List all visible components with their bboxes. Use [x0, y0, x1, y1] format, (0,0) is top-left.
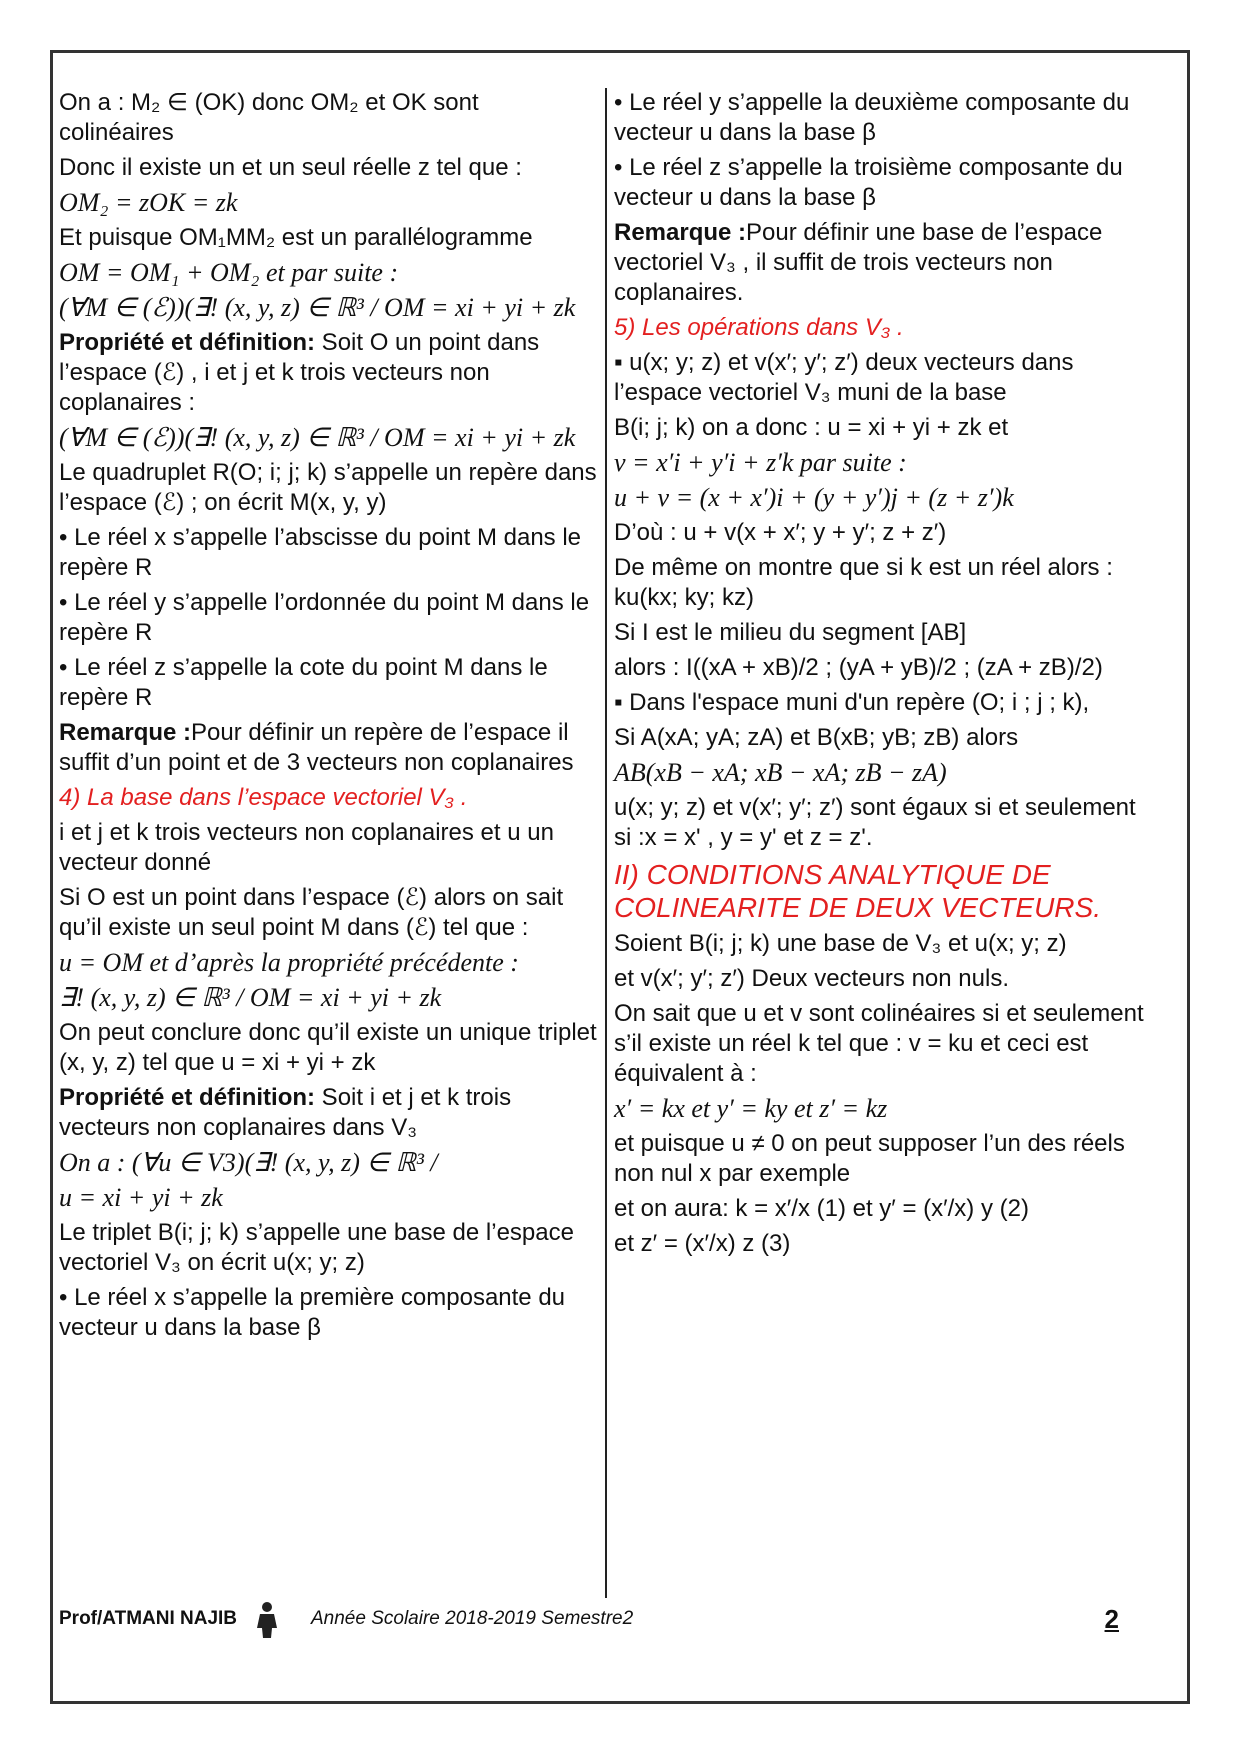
math-line: v = x′i + y′i + z′k par suite :	[614, 448, 907, 477]
page-number: 2	[1104, 1604, 1119, 1634]
definition-paragraph	[59, 718, 599, 778]
text-paragraph: • Le réel x s’appelle l’abscisse du point M dans le repère R	[59, 524, 582, 581]
definition-paragraph	[59, 328, 599, 418]
math-line: OM = OM₁ + OM₂ et par suite :	[59, 258, 399, 287]
text-paragraph: Si O est un point dans l’espace (ℰ) alors on sait qu’il existe un seul point M dans (ℰ) tel que :	[59, 884, 564, 941]
definition-label: Propriété et définition:	[59, 329, 316, 356]
definition-text: Pour définir une base de l’espace vectoriel V₃ , il suffit de trois vecteurs non coplanaires.	[614, 219, 1103, 306]
text-paragraph: et puisque u ≠ 0 on peut supposer l’un des réels non nul x par exemple	[614, 1130, 1125, 1187]
definition-label: Propriété et définition:	[59, 1084, 316, 1111]
text-paragraph: alors : I((xA + xB)/2 ; (yA + yB)/2 ; (zA + zB)/2)	[614, 654, 1103, 681]
math-line: u + v = (x + x′)i + (y + y′)j + (z + z′)k	[614, 483, 1014, 512]
section-heading: 4) La base dans l’espace vectoriel V₃ .	[59, 784, 468, 811]
section-heading: 5) Les opérations dans V₃ .	[614, 314, 904, 341]
text-paragraph: On peut conclure donc qu’il existe un unique triplet (x, y, z) tel que u = xi + yi + zk	[59, 1019, 597, 1076]
text-paragraph: • Le réel y s’appelle la deuxième composante du vecteur u dans la base β	[614, 89, 1130, 146]
author-logo-icon	[252, 1600, 282, 1640]
text-paragraph: et on aura: k = x′/x (1) et y′ = (x′/x) y (2)	[614, 1195, 1029, 1222]
definition-paragraph	[614, 218, 1154, 308]
math-line: x′ = kx et y′ = ky et z′ = kz	[614, 1094, 888, 1123]
text-paragraph: On a : M₂ ∈ (OK) donc OM₂ et OK sont colinéaires	[59, 89, 479, 146]
definition-label: Remarque :	[59, 719, 192, 746]
chapter-heading: II) CONDITIONS ANALYTIQUE DE COLINEARITE DE DEUX VECTEURS.	[614, 859, 1101, 923]
text-paragraph: ▪ Dans l'espace muni d'un repère (O; i ; j ; k),	[614, 689, 1090, 716]
school-year: Année Scolaire 2018-2019 Semestre2	[311, 1608, 634, 1629]
text-paragraph: • Le réel z s’appelle la troisième composante du vecteur u dans la base β	[614, 154, 1123, 211]
left-column	[59, 88, 599, 1348]
author-name: Prof/ATMANI NAJIB	[59, 1608, 238, 1629]
text-paragraph: ▪ u(x; y; z) et v(x′; y′; z′) deux vecteurs dans l’espace vectoriel V₃ muni de la base	[614, 349, 1074, 406]
math-line: On a : (∀u ∈ V3)(∃! (x, y, z) ∈ ℝ³ /	[59, 1148, 438, 1177]
text-paragraph: i et j et k trois vecteurs non coplanaires et u un vecteur donné	[59, 819, 554, 876]
math-line: OM₂ = zOK = zk	[59, 188, 238, 217]
text-paragraph: • Le réel y s’appelle l’ordonnée du point M dans le repère R	[59, 589, 590, 646]
definition-text: Soit O un point dans l’espace (ℰ) , i et j et k trois vecteurs non coplanaires :	[59, 329, 540, 416]
text-paragraph: • Le réel z s’appelle la cote du point M dans le repère R	[59, 654, 548, 711]
text-paragraph: Si I est le milieu du segment [AB]	[614, 619, 967, 646]
text-paragraph: et z′ = (x′/x) z (3)	[614, 1230, 791, 1257]
definition-paragraph	[59, 1083, 599, 1143]
math-line: (∀M ∈ (ℰ))(∃! (x, y, z) ∈ ℝ³ / OM = xi + yi + zk	[59, 423, 576, 452]
text-paragraph: et v(x′; y′; z′) Deux vecteurs non nuls.	[614, 965, 1009, 992]
text-paragraph: • Le réel x s’appelle la première composante du vecteur u dans la base β	[59, 1284, 566, 1341]
text-paragraph: Et puisque OM₁MM₂ est un parallélogramme	[59, 224, 533, 251]
text-paragraph: B(i; j; k) on a donc : u = xi + yi + zk et	[614, 414, 1009, 441]
definition-label: Remarque :	[614, 219, 747, 246]
text-paragraph: De même on montre que si k est un réel alors : ku(kx; ky; kz)	[614, 554, 1113, 611]
definition-text: Pour définir un repère de l’espace il suffit d’un point et de 3 vecteurs non coplanaires	[59, 719, 574, 776]
text-paragraph: Le triplet B(i; j; k) s’appelle une base de l’espace vectoriel V₃ on écrit u(x; y; z)	[59, 1219, 574, 1276]
footer	[59, 1604, 1119, 1644]
text-paragraph: u(x; y; z) et v(x′; y′; z′) sont égaux si et seulement si :x = x' , y = y' et z = z'.	[614, 794, 1136, 851]
text-paragraph: Donc il existe un et un seul réelle z tel que :	[59, 154, 522, 181]
math-line: ∃! (x, y, z) ∈ ℝ³ / OM = xi + yi + zk	[59, 983, 442, 1012]
right-column	[614, 88, 1154, 1264]
text-paragraph: Si A(xA; yA; zA) et B(xB; yB; zB) alors	[614, 724, 1019, 751]
definition-text: Soit i et j et k trois vecteurs non coplanaires dans V₃	[59, 1084, 512, 1141]
math-line: u = xi + yi + zk	[59, 1183, 223, 1212]
text-paragraph: Soient B(i; j; k) une base de V₃ et u(x; y; z)	[614, 930, 1067, 957]
math-line: u = OM et d’après la propriété précédente :	[59, 948, 519, 977]
math-line: (∀M ∈ (ℰ))(∃! (x, y, z) ∈ ℝ³ / OM = xi + yi + zk	[59, 293, 576, 322]
text-paragraph: D’où : u + v(x + x′; y + y′; z + z′)	[614, 519, 947, 546]
text-paragraph: Le quadruplet R(O; i; j; k) s’appelle un repère dans l’espace (ℰ) ; on écrit M(x, y, y)	[59, 459, 597, 516]
column-divider	[605, 88, 607, 1598]
math-line: AB(xB − xA; xB − xA; zB − zA)	[614, 758, 947, 787]
text-paragraph: On sait que u et v sont colinéaires si et seulement s’il existe un réel k tel que : v = ku et ceci est équivalent à :	[614, 1000, 1144, 1087]
